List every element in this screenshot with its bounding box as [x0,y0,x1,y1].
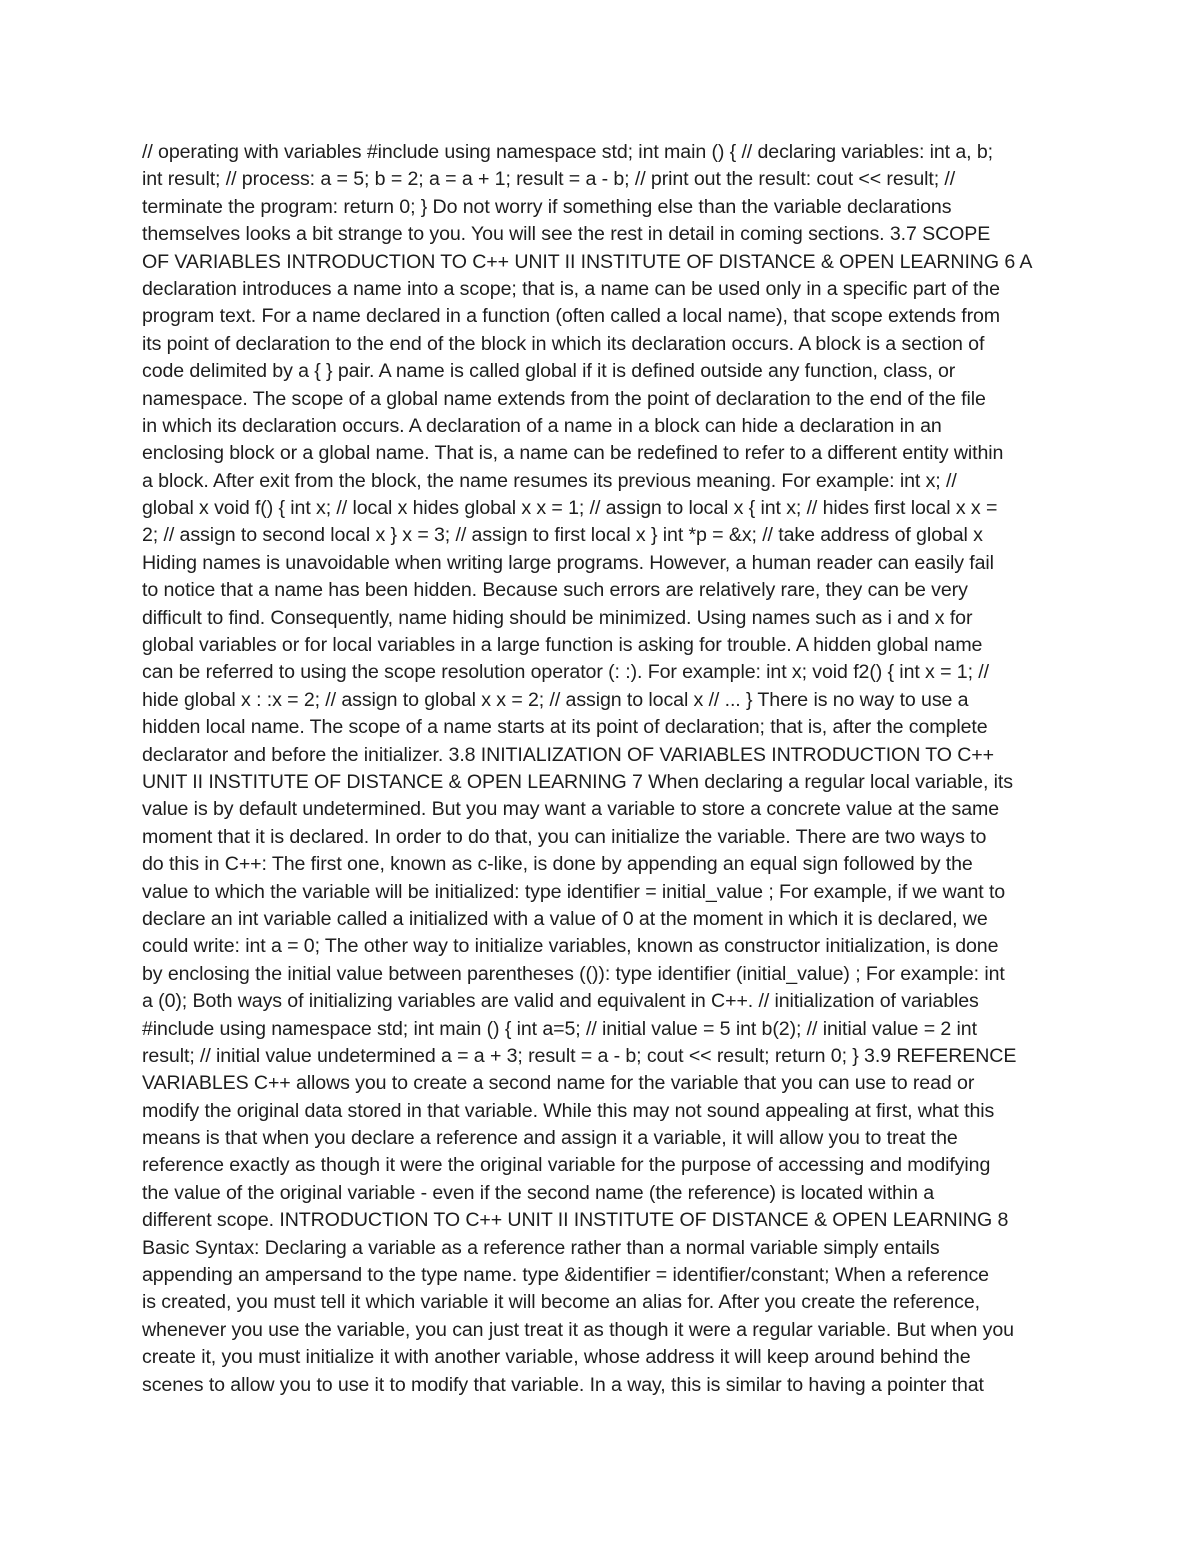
text-line: Basic Syntax: Declaring a variable as a reference rather than a normal variable simply entails [142,1236,940,1259]
text-line: declaration introduces a name into a scope; that is, a name can be used only in a specific part of the [142,277,1000,300]
text-line: global x void f() { int x; // local x hides global x x = 1; // assign to local x { int x; // hides first local x x = [142,497,998,520]
text-line: difficult to find. Consequently, name hiding should be minimized. Using names such as i and x for [142,606,973,629]
text-line: #include using namespace std; int main () { int a=5; // initial value = 5 int b(2); // initial value = 2 int [142,1017,977,1040]
text-line: result; // initial value undetermined a = a + 3; result = a - b; cout << result; return 0; } 3.9 REFERENCE [142,1044,1017,1067]
text-line: hidden local name. The scope of a name starts at its point of declaration; that is, after the complete [142,716,988,739]
text-line: do this in C++: The first one, known as c-like, is done by appending an equal sign followed by the [142,853,973,876]
text-line: by enclosing the initial value between parentheses (()): type identifier (initial_value) ; For example: int [142,962,1005,985]
text-line: a block. After exit from the block, the name resumes its previous meaning. For example: int x; // [142,469,957,492]
text-line: namespace. The scope of a global name extends from the point of declaration to the end of the file [142,387,986,410]
text-line: program text. For a name declared in a function (often called a local name), that scope extends from [142,305,1001,328]
text-line: terminate the program: return 0; } Do not worry if something else than the variable declarations [142,195,952,218]
text-line: reference exactly as though it were the original variable for the purpose of accessing and modifying [142,1154,991,1177]
text-line: in which its declaration occurs. A declaration of a name in a block can hide a declaration in an [142,414,942,437]
text-line: scenes to allow you to use it to modify that variable. In a way, this is similar to having a pointer that [142,1373,984,1396]
text-line: value to which the variable will be initialized: type identifier = initial_value ; For example, if we want to [142,880,1006,903]
text-line: is created, you must tell it which variable it will become an alias for. After you create the reference, [142,1291,980,1314]
text-line: whenever you use the variable, you can just treat it as though it were a regular variable. But when you [142,1318,1014,1341]
text-line: code delimited by a { } pair. A name is called global if it is defined outside any function, class, or [142,360,956,383]
text-line: int result; // process: a = 5; b = 2; a = a + 1; result = a - b; // print out the result: cout << result; // [142,168,956,191]
text-line: enclosing block or a global name. That is, a name can be redefined to refer to a different entity within [142,442,1004,465]
text-line: 2; // assign to second local x } x = 3; // assign to first local x } int *p = &x; // take address of global x [142,524,983,547]
text-line: to notice that a name has been hidden. Because such errors are relatively rare, they can be very [142,579,968,602]
text-line: global variables or for local variables in a large function is asking for trouble. A hidden global name [142,634,983,657]
text-line: value is by default undetermined. But you may want a variable to store a concrete value at the same [142,798,1000,821]
text-line: declare an int variable called a initialized with a value of 0 at the moment in which it is declared, we [142,907,988,930]
text-line: means is that when you declare a reference and assign it a variable, it will allow you to treat the [142,1127,958,1150]
text-line: // operating with variables #include using namespace std; int main () { // declaring variables: int a, b; [142,141,993,163]
body-text [142,139,1062,1399]
text-line: hide global x : :x = 2; // assign to global x x = 2; // assign to local x // ... } There is no way to use a [142,688,969,711]
text-line: declarator and before the initializer. 3.8 INITIALIZATION OF VARIABLES INTRODUCTION TO C++ [142,743,994,766]
text-line: can be referred to using the scope resolution operator (: :). For example: int x; void f2() { int x = 1; // [142,661,989,684]
text-line: OF VARIABLES INTRODUCTION TO C++ UNIT II INSTITUTE OF DISTANCE & OPEN LEARNING 6 A [142,250,1033,273]
text-line: could write: int a = 0; The other way to initialize variables, known as constructor initialization, is done [142,935,999,958]
text-line: appending an ampersand to the type name. type &identifier = identifier/constant; When a reference [142,1264,989,1287]
text-line: themselves looks a bit strange to you. You will see the rest in detail in coming sections. 3.7 SCOPE [142,223,991,246]
text-line: modify the original data stored in that variable. While this may not sound appealing at first, what this [142,1099,995,1122]
text-line: moment that it is declared. In order to do that, you can initialize the variable. There are two ways to [142,825,987,848]
text-line: a (0); Both ways of initializing variables are valid and equivalent in C++. // initialization of variables [142,990,979,1013]
text-line: VARIABLES C++ allows you to create a second name for the variable that you can use to read or [142,1072,975,1095]
text-line: Hiding names is unavoidable when writing large programs. However, a human reader can easily fail [142,551,994,574]
text-line: different scope. INTRODUCTION TO C++ UNIT II INSTITUTE OF DISTANCE & OPEN LEARNING 8 [142,1209,1009,1232]
text-line: UNIT II INSTITUTE OF DISTANCE & OPEN LEARNING 7 When declaring a regular local variable, its [142,770,1013,793]
text-line: create it, you must initialize it with another variable, whose address it will keep around behind the [142,1346,971,1369]
text-line: its point of declaration to the end of the block in which its declaration occurs. A block is a section of [142,332,985,355]
text-line: the value of the original variable - even if the second name (the reference) is located within a [142,1181,935,1204]
